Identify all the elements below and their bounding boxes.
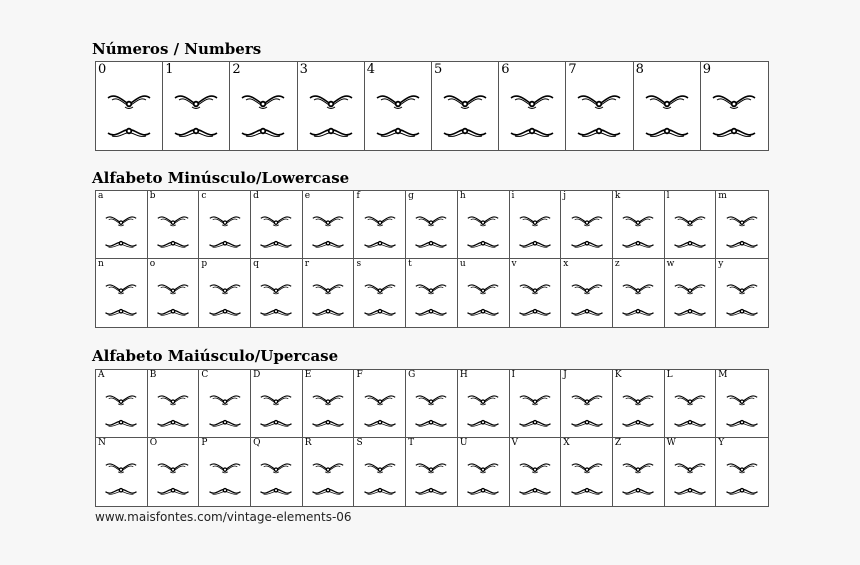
ornament-wing-icon	[570, 461, 604, 474]
glyph-cell-label: n	[98, 259, 104, 269]
ornament-wing-icon	[259, 461, 293, 474]
ornament-wing-icon	[673, 214, 707, 227]
glyph-cell	[665, 259, 717, 327]
glyph-cell-label: U	[459, 438, 468, 448]
glyph-cell	[148, 370, 200, 438]
glyph-cell-label: v	[511, 259, 517, 269]
ornament-scroll-icon	[673, 485, 707, 497]
ornament-wing-icon	[311, 282, 345, 295]
glyph-cell	[634, 62, 701, 150]
glyph-cell	[561, 191, 613, 259]
ornament-scroll-icon	[414, 238, 448, 250]
glyph-cell-label: w	[666, 259, 675, 269]
glyph-cell-label: s	[356, 259, 362, 269]
ornament-scroll-icon	[259, 306, 293, 318]
ornament-scroll-icon	[156, 306, 190, 318]
glyph-cell-label: W	[666, 438, 676, 448]
glyph-cell	[613, 259, 665, 327]
glyph-cell-label: p	[201, 259, 208, 269]
ornament-wing-icon	[156, 393, 190, 406]
glyph-cell-label: B	[149, 370, 157, 380]
glyph-cell-label: m	[718, 191, 727, 201]
ornament-scroll-icon	[173, 124, 219, 140]
glyph-cell	[354, 370, 406, 438]
ornament-scroll-icon	[570, 417, 604, 429]
glyph-cell	[251, 438, 303, 506]
ornament-scroll-icon	[308, 124, 354, 140]
ornament-wing-icon	[621, 214, 655, 227]
lowercase-grid	[95, 190, 769, 328]
glyph-cell	[406, 259, 458, 327]
ornament-scroll-icon	[363, 306, 397, 318]
glyph-cell	[148, 259, 200, 327]
ornament-scroll-icon	[673, 306, 707, 318]
ornament-wing-icon	[466, 214, 500, 227]
ornament-scroll-icon	[259, 485, 293, 497]
glyph-cell	[716, 191, 768, 259]
ornament-wing-icon	[414, 393, 448, 406]
glyph-cell	[96, 370, 148, 438]
glyph-cell	[303, 370, 355, 438]
ornament-scroll-icon	[104, 306, 138, 318]
glyph-cell-label: 6	[501, 62, 510, 77]
glyph-cell	[665, 370, 717, 438]
glyph-cell-label: a	[98, 191, 104, 201]
numbers-section-title: Números / Numbers	[92, 40, 262, 58]
glyph-cell-label: h	[459, 191, 466, 201]
glyph-cell	[354, 438, 406, 506]
glyph-cell-label: G	[408, 370, 416, 380]
ornament-scroll-icon	[466, 485, 500, 497]
glyph-cell-label: F	[356, 370, 363, 380]
glyph-cell-label: C	[201, 370, 209, 380]
glyph-cell-label: Q	[253, 438, 261, 448]
glyph-cell	[566, 62, 633, 150]
glyph-cell	[716, 438, 768, 506]
glyph-cell	[510, 191, 562, 259]
glyph-cell	[613, 370, 665, 438]
glyph-cell	[251, 259, 303, 327]
ornament-wing-icon	[518, 461, 552, 474]
ornament-scroll-icon	[466, 417, 500, 429]
ornament-scroll-icon	[570, 238, 604, 250]
ornament-scroll-icon	[156, 485, 190, 497]
glyph-cell-label: O	[149, 438, 158, 448]
ornament-wing-icon	[725, 461, 759, 474]
glyph-cell	[665, 191, 717, 259]
glyph-cell-label: 4	[366, 62, 376, 77]
ornament-scroll-icon	[311, 417, 345, 429]
glyph-cell-label: M	[718, 370, 728, 380]
ornament-wing-icon	[570, 393, 604, 406]
glyph-cell	[499, 62, 566, 150]
glyph-cell-label: E	[304, 370, 312, 380]
glyph-cell-label: D	[253, 370, 261, 380]
ornament-wing-icon	[725, 214, 759, 227]
glyph-cell-label: Z	[614, 438, 622, 448]
uppercase-section-title: Alfabeto Maiúsculo/Upercase	[92, 347, 339, 365]
ornament-wing-icon	[208, 393, 242, 406]
glyph-cell	[665, 438, 717, 506]
ornament-scroll-icon	[518, 485, 552, 497]
glyph-cell	[199, 259, 251, 327]
lowercase-section-title: Alfabeto Minúsculo/Lowercase	[92, 169, 350, 187]
glyph-cell-label: K	[614, 370, 622, 380]
glyph-cell	[561, 438, 613, 506]
ornament-scroll-icon	[621, 417, 655, 429]
glyph-cell	[716, 259, 768, 327]
glyph-cell-label: r	[304, 259, 310, 269]
glyph-cell	[716, 370, 768, 438]
ornament-wing-icon	[621, 461, 655, 474]
glyph-cell-label: X	[563, 438, 570, 448]
glyph-cell-label: Y	[718, 438, 725, 448]
ornament-wing-icon	[173, 92, 219, 110]
ornament-scroll-icon	[414, 306, 448, 318]
ornament-scroll-icon	[311, 238, 345, 250]
glyph-cell	[354, 259, 406, 327]
ornament-scroll-icon	[725, 417, 759, 429]
ornament-scroll-icon	[442, 124, 488, 140]
glyph-cell-label: 8	[635, 62, 644, 77]
ornament-scroll-icon	[673, 417, 707, 429]
ornament-wing-icon	[363, 214, 397, 227]
ornament-wing-icon	[311, 393, 345, 406]
glyph-cell	[96, 438, 148, 506]
ornament-scroll-icon	[414, 417, 448, 429]
ornament-scroll-icon	[711, 124, 757, 140]
ornament-wing-icon	[259, 393, 293, 406]
ornament-scroll-icon	[414, 485, 448, 497]
ornament-wing-icon	[442, 92, 488, 110]
glyph-cell-label: A	[98, 370, 105, 380]
ornament-wing-icon	[104, 282, 138, 295]
glyph-cell-label: c	[201, 191, 207, 201]
glyph-cell	[701, 62, 768, 150]
ornament-scroll-icon	[104, 238, 138, 250]
ornament-scroll-icon	[104, 485, 138, 497]
ornament-scroll-icon	[375, 124, 421, 140]
ornament-wing-icon	[104, 461, 138, 474]
glyph-cell-label: z	[614, 259, 620, 269]
ornament-scroll-icon	[208, 238, 242, 250]
ornament-scroll-icon	[725, 485, 759, 497]
ornament-scroll-icon	[725, 306, 759, 318]
ornament-wing-icon	[156, 461, 190, 474]
ornament-wing-icon	[518, 393, 552, 406]
ornament-wing-icon	[208, 214, 242, 227]
glyph-cell	[163, 62, 230, 150]
ornament-wing-icon	[414, 282, 448, 295]
glyph-cell-label: N	[98, 438, 106, 448]
glyph-cell-label: b	[149, 191, 156, 201]
glyph-cell	[561, 259, 613, 327]
footer-url[interactable]: www.maisfontes.com/vintage-elements-06	[95, 510, 352, 524]
ornament-scroll-icon	[259, 238, 293, 250]
ornament-wing-icon	[673, 461, 707, 474]
ornament-wing-icon	[466, 461, 500, 474]
glyph-cell-label: P	[201, 438, 208, 448]
ornament-scroll-icon	[208, 417, 242, 429]
ornament-scroll-icon	[156, 417, 190, 429]
ornament-scroll-icon	[621, 485, 655, 497]
glyph-cell	[510, 438, 562, 506]
ornament-wing-icon	[576, 92, 622, 110]
ornament-scroll-icon	[570, 485, 604, 497]
numbers-grid	[95, 61, 769, 151]
glyph-cell-label: d	[253, 191, 259, 201]
glyph-cell-label: l	[666, 191, 670, 201]
ornament-wing-icon	[466, 393, 500, 406]
glyph-cell	[303, 259, 355, 327]
glyph-cell-label: q	[253, 259, 259, 269]
glyph-cell-label: x	[563, 259, 569, 269]
ornament-wing-icon	[363, 393, 397, 406]
ornament-wing-icon	[363, 461, 397, 474]
ornament-wing-icon	[621, 282, 655, 295]
glyph-cell-label: g	[408, 191, 414, 201]
glyph-cell	[432, 62, 499, 150]
glyph-cell	[458, 259, 510, 327]
glyph-cell	[354, 191, 406, 259]
glyph-cell	[406, 370, 458, 438]
glyph-cell	[96, 191, 148, 259]
ornament-wing-icon	[673, 393, 707, 406]
glyph-cell	[510, 370, 562, 438]
glyph-cell-label: 7	[568, 62, 577, 77]
glyph-cell	[148, 438, 200, 506]
glyph-cell	[148, 191, 200, 259]
ornament-scroll-icon	[311, 485, 345, 497]
ornament-scroll-icon	[259, 417, 293, 429]
ornament-wing-icon	[518, 282, 552, 295]
glyph-cell	[303, 438, 355, 506]
glyph-cell-label: L	[666, 370, 673, 380]
glyph-cell	[251, 370, 303, 438]
glyph-cell	[298, 62, 365, 150]
ornament-wing-icon	[104, 393, 138, 406]
ornament-wing-icon	[106, 92, 152, 110]
glyph-cell	[303, 191, 355, 259]
ornament-wing-icon	[570, 214, 604, 227]
glyph-cell	[458, 438, 510, 506]
uppercase-grid	[95, 369, 769, 507]
glyph-cell-label: e	[304, 191, 311, 201]
ornament-wing-icon	[466, 282, 500, 295]
glyph-cell-label: V	[511, 438, 519, 448]
glyph-cell	[458, 370, 510, 438]
ornament-wing-icon	[725, 282, 759, 295]
glyph-cell-label: H	[459, 370, 468, 380]
ornament-wing-icon	[414, 214, 448, 227]
ornament-scroll-icon	[311, 306, 345, 318]
ornament-wing-icon	[308, 92, 354, 110]
ornament-scroll-icon	[363, 417, 397, 429]
ornament-wing-icon	[518, 214, 552, 227]
glyph-cell-label: 2	[232, 62, 241, 77]
ornament-wing-icon	[208, 461, 242, 474]
glyph-cell-label: k	[614, 191, 621, 201]
glyph-cell	[230, 62, 297, 150]
ornament-wing-icon	[509, 92, 555, 110]
ornament-scroll-icon	[156, 238, 190, 250]
ornament-scroll-icon	[576, 124, 622, 140]
glyph-cell	[510, 259, 562, 327]
ornament-scroll-icon	[363, 485, 397, 497]
glyph-cell-label: u	[459, 259, 466, 269]
ornament-wing-icon	[363, 282, 397, 295]
ornament-wing-icon	[621, 393, 655, 406]
ornament-scroll-icon	[104, 417, 138, 429]
glyph-cell-label: I	[511, 370, 516, 380]
ornament-scroll-icon	[466, 238, 500, 250]
ornament-scroll-icon	[208, 306, 242, 318]
ornament-wing-icon	[156, 214, 190, 227]
glyph-cell-label: 1	[165, 62, 174, 77]
glyph-cell	[199, 191, 251, 259]
glyph-cell-label: f	[356, 191, 360, 201]
glyph-cell-label: J	[563, 370, 567, 380]
ornament-scroll-icon	[106, 124, 152, 140]
ornament-scroll-icon	[673, 238, 707, 250]
ornament-wing-icon	[673, 282, 707, 295]
ornament-scroll-icon	[518, 238, 552, 250]
glyph-cell-label: 5	[433, 62, 443, 77]
glyph-cell-label: o	[149, 259, 156, 269]
ornament-wing-icon	[208, 282, 242, 295]
ornament-wing-icon	[570, 282, 604, 295]
glyph-cell	[199, 438, 251, 506]
ornament-scroll-icon	[621, 238, 655, 250]
glyph-cell-label: 0	[98, 62, 107, 77]
glyph-cell	[458, 191, 510, 259]
glyph-cell-label: t	[408, 259, 412, 269]
ornament-scroll-icon	[518, 417, 552, 429]
glyph-cell-label: 3	[299, 62, 308, 77]
ornament-wing-icon	[259, 214, 293, 227]
ornament-scroll-icon	[466, 306, 500, 318]
ornament-wing-icon	[725, 393, 759, 406]
ornament-scroll-icon	[570, 306, 604, 318]
ornament-scroll-icon	[208, 485, 242, 497]
glyph-cell	[406, 438, 458, 506]
ornament-wing-icon	[311, 461, 345, 474]
ornament-wing-icon	[156, 282, 190, 295]
glyph-cell	[199, 370, 251, 438]
ornament-wing-icon	[644, 92, 690, 110]
glyph-cell-label: T	[408, 438, 415, 448]
glyph-cell-label: R	[304, 438, 312, 448]
glyph-cell-label: y	[718, 259, 724, 269]
ornament-wing-icon	[259, 282, 293, 295]
glyph-cell	[406, 191, 458, 259]
ornament-wing-icon	[375, 92, 421, 110]
glyph-cell	[96, 62, 163, 150]
ornament-scroll-icon	[725, 238, 759, 250]
glyph-cell-label: i	[511, 191, 515, 201]
glyph-cell-label: 9	[702, 62, 712, 77]
glyph-cell	[251, 191, 303, 259]
ornament-scroll-icon	[621, 306, 655, 318]
glyph-cell	[365, 62, 432, 150]
glyph-cell-label: j	[563, 191, 567, 201]
glyph-cell-label: S	[356, 438, 363, 448]
ornament-wing-icon	[711, 92, 757, 110]
ornament-wing-icon	[414, 461, 448, 474]
ornament-scroll-icon	[240, 124, 286, 140]
ornament-scroll-icon	[509, 124, 555, 140]
glyph-cell	[613, 191, 665, 259]
glyph-cell	[561, 370, 613, 438]
ornament-scroll-icon	[363, 238, 397, 250]
ornament-wing-icon	[104, 214, 138, 227]
ornament-scroll-icon	[518, 306, 552, 318]
glyph-cell	[96, 259, 148, 327]
ornament-wing-icon	[240, 92, 286, 110]
ornament-wing-icon	[311, 214, 345, 227]
ornament-scroll-icon	[644, 124, 690, 140]
glyph-cell	[613, 438, 665, 506]
